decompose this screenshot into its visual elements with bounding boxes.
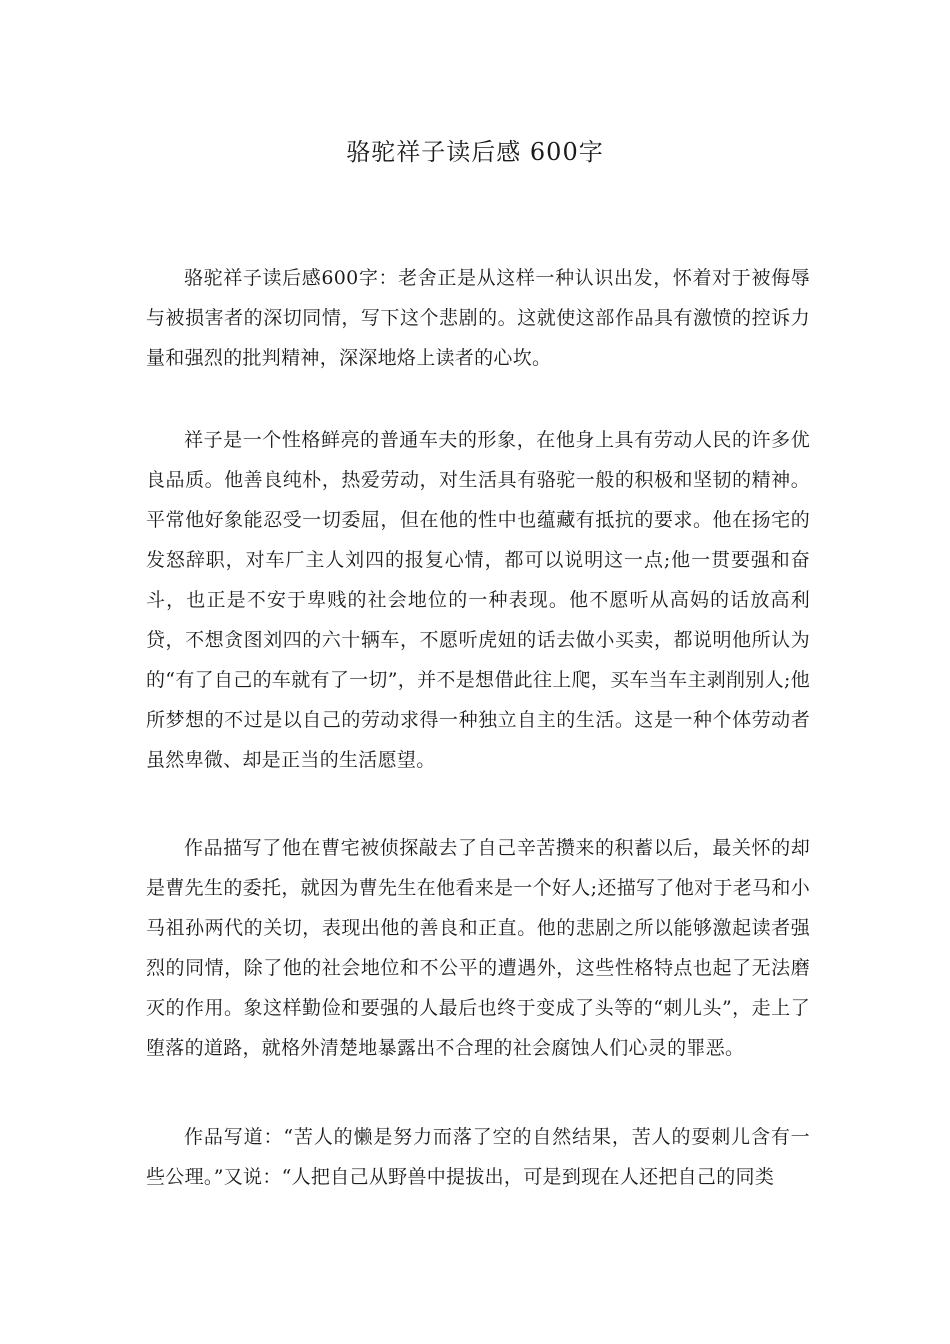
paragraph-3: 作品描写了他在曹宅被侦探敲去了自己辛苦攒来的积蓄以后，最关怀的却是曹先生的委托，就因为曹先生在他看来是一个好人;还描写了他对于老马和小马祖孙两代的关切，表现出他的善良和正直。他的悲剧之所以能够激起读者强烈的同情，除了他的社会地位和不公平的遭遇外，这些性格特点也起了无法磨灭的作用。象这样勤俭和要强的人最后也终于变成了头等的“刺儿头”，走上了堕落的道路，就格外清楚地暴露出不合理的社会腐蚀人们心灵的罪恶。 [146,837,810,1059]
paragraph-1: 骆驼祥子读后感600字：老舍正是从这样一种认识出发，怀着对于被侮辱与被损害者的深切同情，写下这个悲剧的。这就使这部作品具有激愤的控诉力量和强烈的批判精神，深深地烙上读者的心坎。 [146,267,810,369]
document-title: 骆驼祥子读后感 600字 [346,138,604,166]
paragraph-4: 作品写道：“苦人的懒是努力而落了空的自然结果，苦人的耍刺儿含有一些公理。”又说：“人把自己从野兽中提拔出，可是到现在人还把自己的同类 [146,1126,810,1188]
paragraph-2: 祥子是一个性格鲜亮的普通车夫的形象，在他身上具有劳动人民的许多优良品质。他善良纯朴，热爱劳动，对生活具有骆驼一般的积极和坚韧的精神。平常他好象能忍受一切委屈，但在他的性中也蕴藏有抵抗的要求。他在扬宅的发怒辞职，对车厂主人刘四的报复心情，都可以说明这一点;他一贯要强和奋斗，也正是不安于卑贱的社会地位的一种表现。他不愿听从高妈的话放高利贷，不想贪图刘四的六十辆车，不愿听虎妞的话去做小买卖，都说明他所认为的“有了自己的车就有了一切”，并不是想借此往上爬，买车当车主剥削别人;他所梦想的不过是以自己的劳动求得一种独立自主的生活。这是一种个体劳动者虽然卑微、却是正当的生活愿望。 [146,429,810,771]
